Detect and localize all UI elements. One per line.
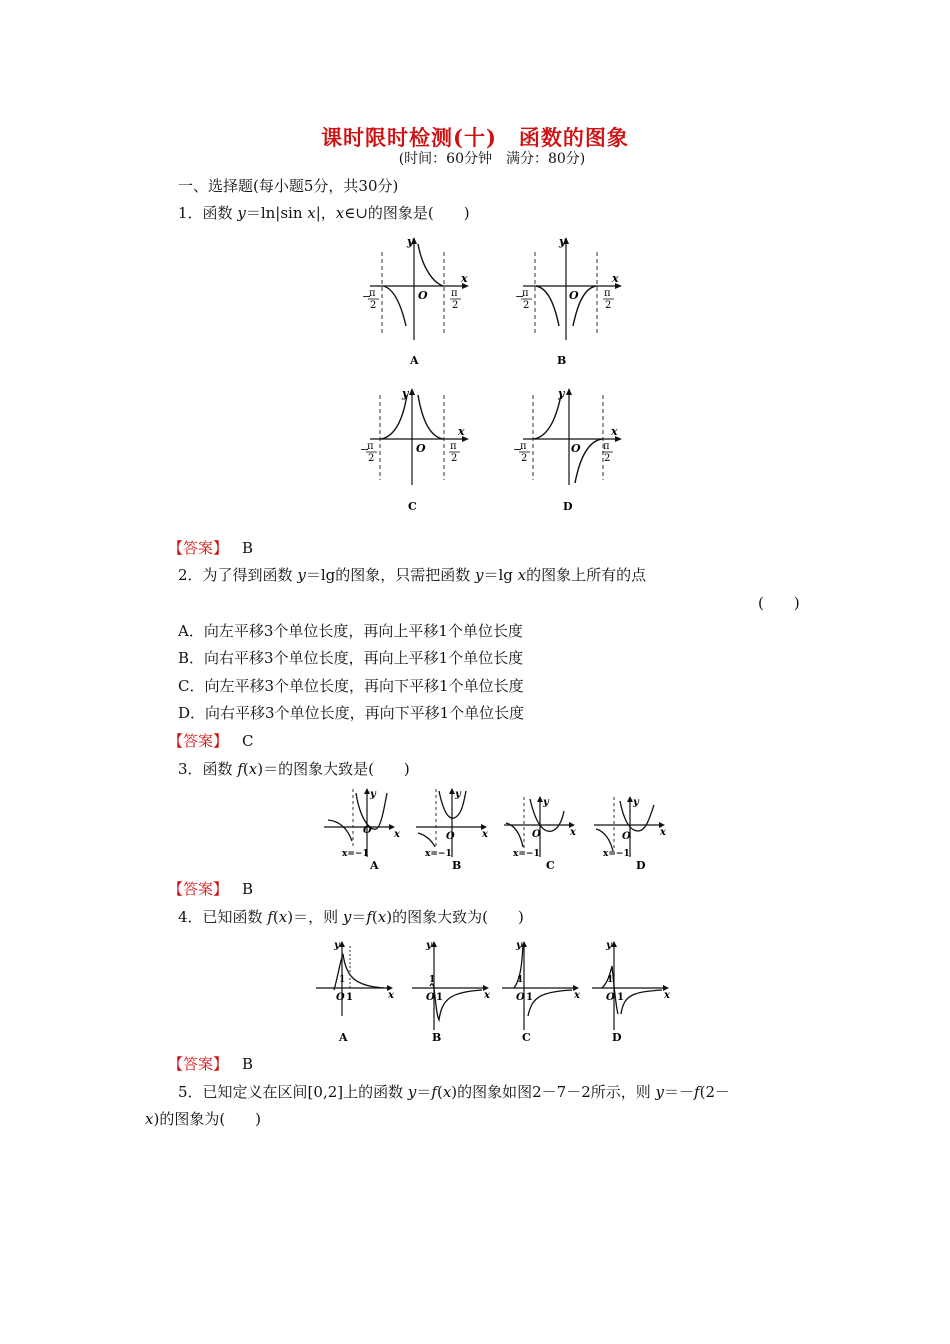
axis-y-label: y [370, 789, 376, 800]
curve-left [602, 966, 618, 1014]
answer-1: 【答案】 B [168, 539, 254, 557]
figure-label: A [370, 859, 379, 872]
question-2-paren: ( ) [758, 594, 800, 612]
tick-neg: − [513, 443, 523, 456]
question-number: 1． [178, 204, 203, 222]
y-axis-arrow [431, 941, 437, 947]
question-3-stem: 3．函数 f(x)＝的图象大致是( ) [178, 760, 410, 778]
y-axis-arrow [521, 941, 527, 947]
tick-2-right: 2 [604, 453, 611, 464]
q4-graph-a [316, 940, 395, 1044]
asymptote-label: x=−1 [603, 849, 630, 859]
option-b: B．向右平移3个单位长度，再向上平移1个单位长度 [178, 649, 524, 667]
axis-y-label: y [334, 940, 340, 951]
question-number: 2． [178, 566, 203, 584]
tick-neg: − [360, 443, 370, 456]
question-number: 3． [178, 760, 203, 778]
curve-right [621, 990, 662, 1014]
q4-graph-b [412, 940, 491, 1044]
figure-label: A [339, 1031, 348, 1044]
q4-figures [312, 936, 682, 1046]
question-5-stem-cont: x)的图象为( ) [145, 1110, 262, 1128]
q1-figure-c [352, 385, 477, 515]
figure-label: A [410, 354, 419, 367]
option-d: D．向右平移3个单位长度，再向下平移1个单位长度 [178, 704, 525, 722]
y-axis-arrow [339, 941, 345, 947]
tick-one-y: 1 [429, 975, 436, 985]
tick-neg: − [362, 290, 372, 303]
tick-one-x: 1 [436, 992, 443, 1003]
figure-label: C [408, 500, 417, 513]
tick-one-x: 1 [526, 992, 533, 1003]
figure-label: D [563, 500, 573, 513]
tick-pi-left: π [369, 288, 376, 299]
tick-2-right: 2 [605, 300, 612, 311]
tick-one-y: 1 [339, 975, 346, 985]
figure-label: B [452, 859, 462, 872]
q3-graph-a [324, 788, 401, 872]
tick-one-x: 1 [617, 992, 624, 1003]
origin-label: O [336, 992, 345, 1003]
q3-figures [320, 785, 670, 875]
tick-neg: − [515, 290, 525, 303]
axis-y-label: y [559, 235, 566, 248]
tick-2-right: 2 [452, 300, 459, 311]
axis-y-label: y [407, 235, 414, 248]
q4-graph-c [502, 940, 581, 1044]
axis-x-label: x [612, 272, 619, 285]
figure-label: D [636, 859, 646, 872]
graph-b [505, 230, 630, 370]
question-number: 4． [178, 908, 203, 926]
question-5-stem: 5．已知定义在区间[0,2]上的函数 y＝f(x)的图象如图2－7－2所示，则 y＝－f(2－ [178, 1083, 731, 1101]
axis-x-label: x [461, 272, 468, 285]
axis-x-label: x [611, 425, 618, 438]
tick-pi-right: π [451, 288, 458, 299]
question-2-stem: 2．为了得到函数 y＝lg的图象，只需把函数 y＝lg x的图象上所有的点 [178, 566, 647, 584]
answer-4: 【答案】 B [168, 1055, 254, 1073]
origin-label: O [516, 992, 525, 1003]
origin-label: O [622, 831, 631, 842]
origin-label: O [416, 442, 426, 455]
axis-y-label: y [516, 940, 522, 951]
section-heading: 一、选择题(每小题5分，共30分) [178, 177, 399, 195]
axis-y-label: y [402, 387, 409, 400]
axis-y-label: y [455, 789, 461, 800]
axis-y-label: y [633, 797, 639, 808]
tick-2-left: 2 [368, 453, 375, 464]
asymptote-label: x=−1 [342, 849, 369, 859]
tick-pi-right: π [604, 288, 611, 299]
asymptote-label: x=−1 [425, 849, 452, 859]
curve-right [418, 395, 443, 439]
curve-left [534, 395, 561, 439]
origin-label: O [418, 289, 428, 302]
axis-y-label: y [558, 387, 565, 400]
origin-label: O [532, 829, 541, 840]
tick-one-x: 1 [346, 992, 353, 1003]
origin-label: O [446, 831, 455, 842]
tick-one-y: 1 [517, 975, 524, 985]
curve-right [418, 244, 443, 286]
curve-right [528, 990, 572, 1016]
y-axis-arrow [409, 388, 415, 395]
question-1-stem: 1．函数 y＝ln|sin x|，x∈∪的图象是( ) [178, 204, 470, 222]
figure-label: B [432, 1031, 442, 1044]
graph-a [352, 230, 477, 370]
figure-label: C [546, 859, 555, 872]
y-axis-arrow [566, 388, 572, 395]
axis-x-label: x [484, 990, 490, 1001]
figure-label: D [612, 1031, 622, 1044]
q1-figure-a [352, 230, 477, 370]
q4-graph-d [592, 940, 671, 1044]
option-a: A．向左平移3个单位长度，再向上平移1个单位长度 [178, 622, 523, 640]
tick-pi-left: π [520, 441, 527, 452]
axis-y-label: y [543, 797, 549, 808]
origin-label: O [426, 992, 435, 1003]
axis-y-label: y [606, 940, 612, 951]
axis-x-label: x [570, 827, 576, 838]
tick-pi-left: π [522, 288, 529, 299]
tick-2-left: 2 [370, 300, 377, 311]
origin-label: O [363, 825, 372, 836]
figure-label: B [557, 354, 567, 367]
q3-graph-d [594, 796, 667, 872]
curve-left [381, 395, 407, 439]
page-title: 课时限时检测(十) 函数的图象 [321, 125, 629, 150]
origin-label: O [606, 992, 615, 1003]
tick-2-left: 2 [523, 300, 530, 311]
axis-x-label: x [394, 829, 400, 840]
tick-pi-right: π [603, 441, 610, 452]
question-4-stem: 4．已知函数 f(x)＝，则 y＝f(x)的图象大致为( ) [178, 908, 524, 926]
q1-figure-d [505, 385, 630, 515]
axis-x-label: x [660, 827, 666, 838]
axis-x-label: x [664, 990, 670, 1001]
q3-graph-b [416, 788, 489, 872]
tick-pi-right: π [450, 441, 457, 452]
graph-c [352, 385, 477, 515]
page-subtitle: (时间：60分钟 满分：80分) [398, 151, 586, 167]
figure-label: C [522, 1031, 531, 1044]
curve-left [328, 820, 352, 841]
graph-d [505, 385, 630, 515]
tick-2-right: 2 [451, 453, 458, 464]
curve-left [536, 286, 559, 326]
tick-2-left: 2 [521, 453, 528, 464]
curve-left [506, 823, 523, 847]
q3-graphs [320, 785, 670, 875]
answer-3: 【答案】 B [168, 880, 254, 898]
axis-x-label: x [388, 990, 394, 1001]
asymptote-label: x=−1 [513, 849, 540, 859]
option-c: C．向左平移3个单位长度，再向下平移1个单位长度 [178, 677, 524, 695]
q1-figure-b [505, 230, 630, 370]
origin-label: O [569, 289, 579, 302]
curve-left [383, 286, 406, 326]
tick-pi-left: π [367, 441, 374, 452]
question-number: 5． [178, 1083, 203, 1101]
axis-x-label: x [574, 990, 580, 1001]
curve-left [596, 829, 613, 851]
curve-left [418, 833, 435, 847]
q3-graph-c [504, 796, 577, 872]
axis-y-label: y [426, 940, 432, 951]
axis-x-label: x [482, 829, 488, 840]
y-axis-arrow [611, 941, 617, 947]
axis-x-label: x [458, 425, 465, 438]
origin-label: O [571, 442, 581, 455]
q4-graphs [312, 936, 682, 1046]
answer-2: 【答案】 C [168, 732, 254, 750]
tick-one-y: 1 [607, 975, 614, 985]
